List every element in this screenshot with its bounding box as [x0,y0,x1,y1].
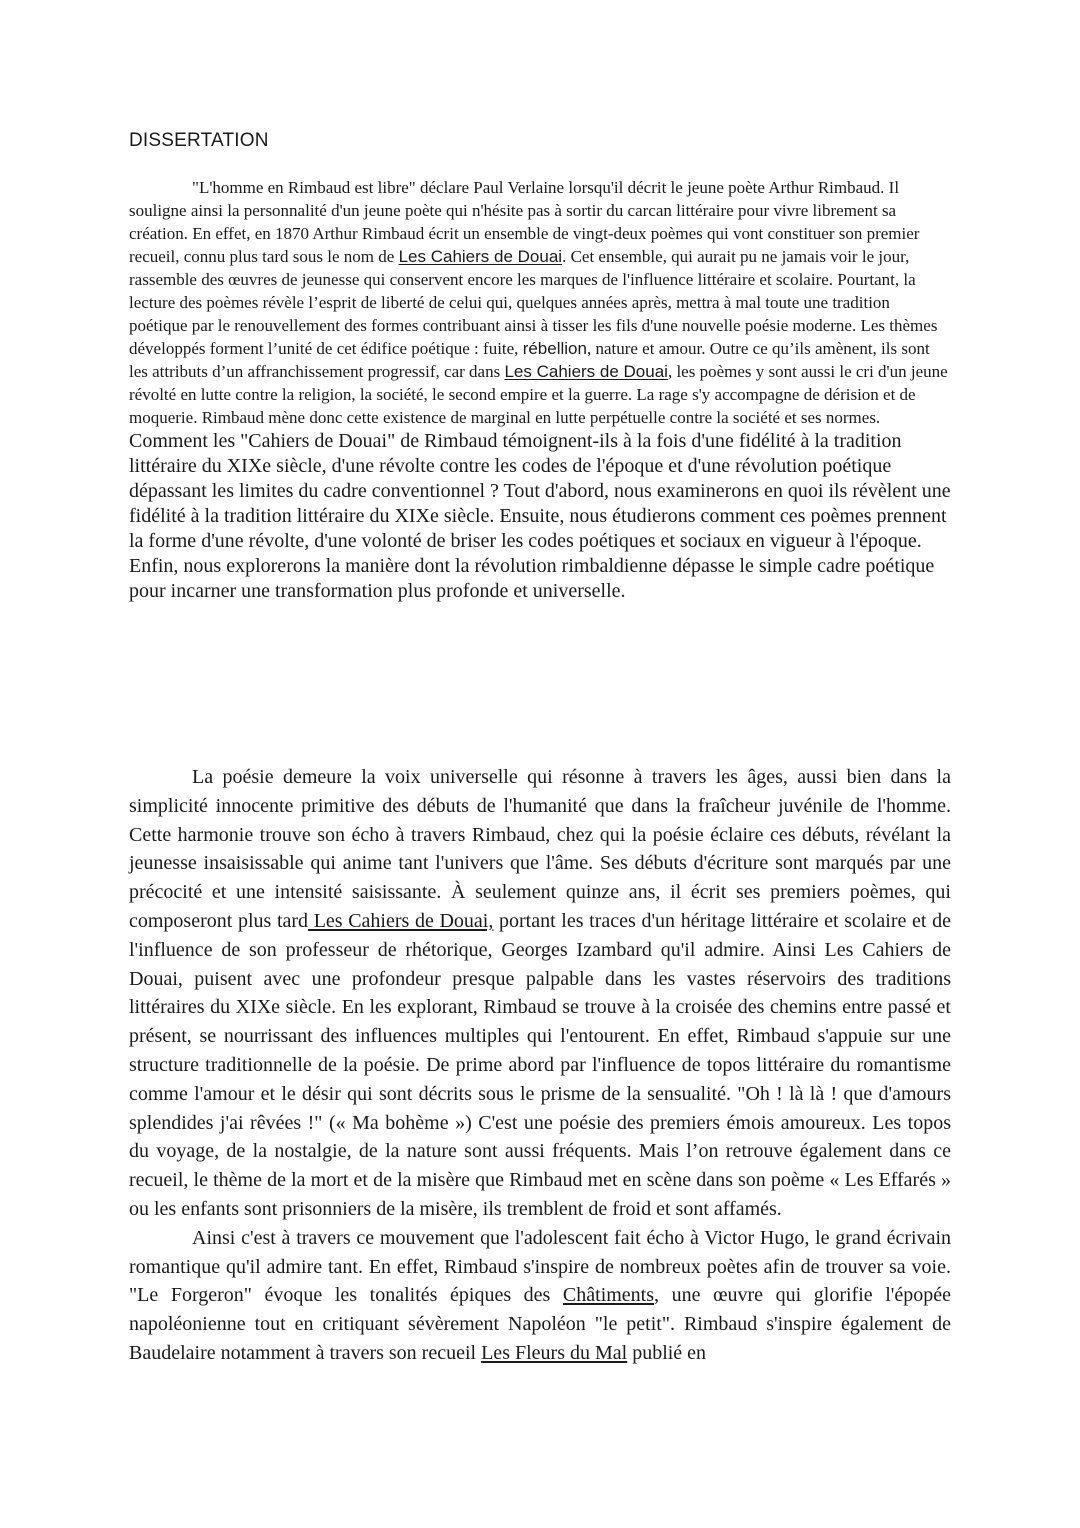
body-text-4: , une œuvre qui glorifie l'épopée napoléonienne tout en critiquant sévèrement Napoléon "le petit". Rimbaud s'inspire également de Baudelaire notamment à travers son recueil [129,1284,951,1364]
book-title: Les Cahiers de Douai, [308,909,494,932]
body-text-2: portant les traces d'un héritage littéraire et scolaire et de l'influence de son professeur de rhétorique, Georges Izambard qu'il admire. Ainsi Les Cahiers de Douai, puisent avec une profondeur presque palpable dans les vastes réservoirs des traditions littéraires du XIXe siècle. En les explorant, Rimbaud se trouve à la croisée des chemins entre passé et présent, se nourrissant des influences multiples qui l'entourent. En effet, Rimbaud s'appuie sur une structure traditionnelle de la poésie. De prime abord par l'influence de topos littéraire du romantisme comme l'amour et le désir qui sont décrits sous le prisme de la sensualité. "Oh ! là là ! que d'amours splendides j'ai rêvées !" (« Ma bohème ») C'est une poésie des premiers émois amoureux. Les topos du voyage, de la nostalgie, de la nature sont aussi fréquents. Mais l’on retrouve également dans ce recueil, le thème de la mort et de la misère que Rimbaud met en scène dans son poème « Les Effarés » ou les enfants sont prisonniers de la misère, ils tremblent de froid et sont affamés. [129,909,951,1220]
book-title: Les Fleurs du Mal [481,1341,628,1364]
intro-word-rebellion: rébellion [522,339,587,358]
book-title: Châtiments [562,1284,655,1307]
introduction-paragraph [129,176,951,604]
intro-text-4: , les poèmes y sont aussi le cri d'un jeune révolté en lutte contre la religion, la société, le second empire et la guerre. La rage s'y accompagne de dérision et de moquerie. Rimbaud mène donc cette existence de marginal en lutte perpétuelle contre la société et ses normes. [129,362,948,427]
intro-text-2: . Cet ensemble, qui aurait pu ne jamais voir le jour, rassemble des œuvres de jeunesse qui conservent encore les marques de l'influence littéraire et scolaire. Pourtant, la lecture des poèmes révèle l’esprit de liberté de celui qui, quelques années après, mettra à mal toute une tradition poétique par le renouvellement des formes contribuant ainsi à tisser les fils d'une nouvelle poésie moderne. Les thèmes développés forment l’unité de cet édifice poétique : fuite, [129,247,938,358]
book-title-link: Les Cahiers de Douai [504,362,668,381]
body-text-1: La poésie demeure la voix universelle qui résonne à travers les âges, aussi bien dans la simplicité innocente primitive des débuts de l'humanité que dans la fraîcheur juvénile de l'homme. Cette harmonie trouve son écho à travers Rimbaud, chez qui la poésie éclaire ces débuts, révélant la jeunesse insaisissable qui anime tant l'univers que l'âme. Ses débuts d'écriture sont marqués par une précocité et une intensité saisissante. À seulement quinze ans, il écrit ses premiers poèmes, qui composeront plus tard [129,766,951,932]
intro-text-1: "L'homme en Rimbaud est libre" déclare Paul Verlaine lorsqu'il décrit le jeune poète Arthur Rimbaud. Il souligne ainsi la personnalité d'un jeune poète qui n'hésite pas à sortir du carcan littéraire pour vivre librement sa création. En effet, en 1870 Arthur Rimbaud écrit un ensemble de vingt-deux poèmes qui vont constituer son premier recueil, connu plus tard sous le nom de [129,178,920,266]
body-text-3: Ainsi c'est à travers ce mouvement que l'adolescent fait écho à Victor Hugo, le grand écrivain romantique qu'il admire tant. En effet, Rimbaud s'inspire de nombreux poètes afin de trouver sa voie. "Le Forgeron" évoque les tonalités épiques des [129,1226,951,1307]
problematic-text: Comment les "Cahiers de Douai" de Rimbaud témoignent-ils à la fois d'une fidélité à la tradition littéraire du XIXe siècle, d'une révolte contre les codes de l'époque et d'une révolution poétique dépassant les limites du cadre conventionnel ? Tout d'abord, nous examinerons en quoi ils révèlent une fidélité à la tradition littéraire du XIXe siècle. Ensuite, nous étudierons comment ces poèmes prennent la forme d'une révolte, d'une volonté de briser les codes poétiques et sociaux en vigueur à l'époque. Enfin, nous explorerons la manière dont la révolution rimbaldienne dépasse le simple cadre poétique pour incarner une transformation plus profonde et universelle. [129,430,951,602]
intro-text-3: , nature et amour. Outre ce qu’ils amènent, ils sont les attributs d’un affranchissement progressif, car dans [129,339,930,381]
body-text-5: publié en [627,1341,707,1364]
body-paragraphs [129,763,951,1368]
book-title-link: Les Cahiers de Douai [398,247,563,266]
page-title: DISSERTATION [129,130,269,151]
